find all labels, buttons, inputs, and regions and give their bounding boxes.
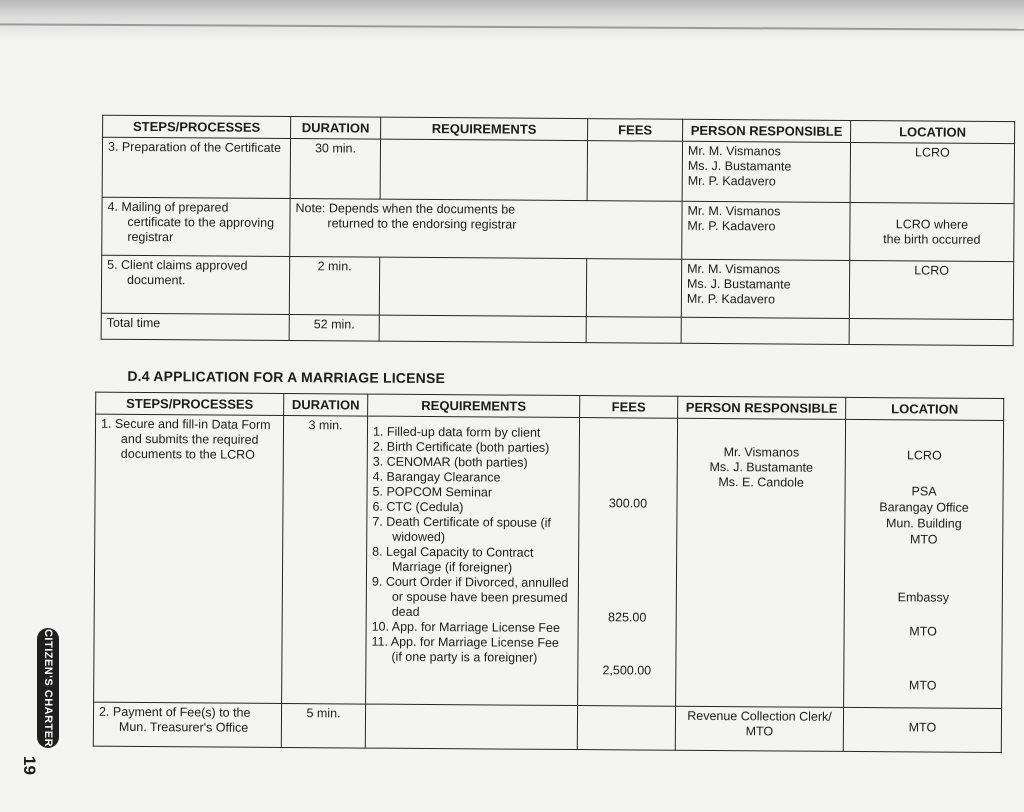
location-item: Embassy [897,590,950,605]
side-tab [20,628,69,775]
fee-value: 300.00 [608,496,648,511]
header-location: LOCATION [846,397,1004,420]
header-person: PERSON RESPONSIBLE [683,119,851,142]
person-cell: Mr. M. Vismanos Ms. J. Bustamante Mr. P. Kadavero [681,259,849,318]
person-cell: Mr. M. Vismanos Mr. P. Kadavero [682,201,850,260]
section-title: D.4 APPLICATION FOR A MARRIAGE LICENSE [127,367,446,387]
person-cell: Mr. M. Vismanos Ms. J. Bustamante Mr. P. Kadavero [682,141,850,202]
fees-cell [577,706,675,751]
location-item: MTO [909,624,937,639]
duration-cell: 2 min. [289,257,379,316]
table-row [102,197,1014,261]
citizens-charter-badge: CITIZEN'S CHARTER [37,628,59,748]
requirement-item: 2. Birth Certificate (both parties) [372,439,550,455]
fees-cell [578,418,678,707]
requirement-item: 3. CENOMAR (both parties) [372,454,528,470]
header-person: PERSON RESPONSIBLE [678,396,846,419]
header-duration: DURATION [284,393,368,416]
birth-certificate-table [101,115,1016,346]
requirements-cell [380,139,587,200]
table-row [94,414,1004,708]
header-fees: FEES [588,119,683,142]
header-requirements: REQUIREMENTS [368,394,580,417]
requirements-cell [366,416,580,705]
location-item: MTO [909,532,938,547]
requirement-item: 4. Barangay Clearance [372,469,501,485]
location-cell: MTO [843,707,1001,752]
location-cell: LCRO where the birth occurred [850,202,1014,261]
step-cell: 3. Preparation of the Certificate [102,137,290,198]
requirements-cell [379,257,586,316]
requirement-item: 9. Court Order if Divorced, annulled or spouse have been presumed dead [371,574,569,619]
requirement-item: 7. Death Certificate of spouse (if widowed) [372,514,551,545]
location-cell: LCRO [850,142,1014,203]
header-location: LOCATION [851,120,1015,143]
note-cell: Note: Depends when the documents be returned to the endorsing registrar [290,199,682,260]
person-cell: Revenue Collection Clerk/ MTO [675,706,843,751]
page-number: 19 [20,756,39,775]
location-item: Mun. Building [885,516,962,531]
requirement-item: 8. Legal Capacity to Contract Marriage (if foreigner) [372,544,534,575]
requirements-cell [365,704,577,749]
total-label: Total time [101,313,289,340]
step-cell: 4. Mailing of prepared certificate to the approving registrar [102,197,290,256]
marriage-license-table [93,392,1004,753]
location-item: MTO [908,678,937,693]
header-steps: STEPS/PROCESSES [96,392,284,415]
requirement-item: 5. POPCOM Seminar [372,484,493,500]
fees-cell [586,259,681,318]
requirement-item: 11. App. for Marriage License Fee (if one party is a foreigner) [371,634,559,665]
table-row [93,702,1001,752]
header-duration: DURATION [291,117,381,140]
total-duration: 52 min. [289,315,379,342]
location-item: LCRO [906,448,942,463]
requirement-item: 6. CTC (Cedula) [372,499,464,515]
header-steps: STEPS/PROCESSES [103,115,291,138]
location-item: Barangay Office [879,500,969,515]
header-requirements: REQUIREMENTS [381,117,588,140]
duration-cell: 30 min. [290,139,380,200]
location-item: PSA [911,484,937,499]
step-cell: 5. Client claims approved document. [101,255,289,314]
duration-cell: 5 min. [281,703,365,748]
person-cell: Mr. Vismanos Ms. J. Bustamante Ms. E. Candole [676,418,846,707]
fees-cell [587,141,682,202]
requirement-item: 10. App. for Marriage License Fee [371,619,560,635]
location-cell [844,419,1004,708]
total-row [101,313,1013,345]
location-cell: LCRO [849,260,1013,319]
fee-value: 825.00 [608,610,647,625]
duration-cell: 3 min. [282,415,368,704]
requirement-item: 1. Filled-up data form by client [372,424,541,440]
header-fees: FEES [580,396,678,419]
step-cell: 1. Secure and fill-in Data Form and submits the required documents to the LCRO [94,414,284,703]
fee-value: 2,500.00 [602,663,652,678]
step-cell: 2. Payment of Fee(s) to the Mun. Treasurer's Office [93,702,281,747]
table-row [101,255,1013,319]
table-row [102,137,1014,203]
